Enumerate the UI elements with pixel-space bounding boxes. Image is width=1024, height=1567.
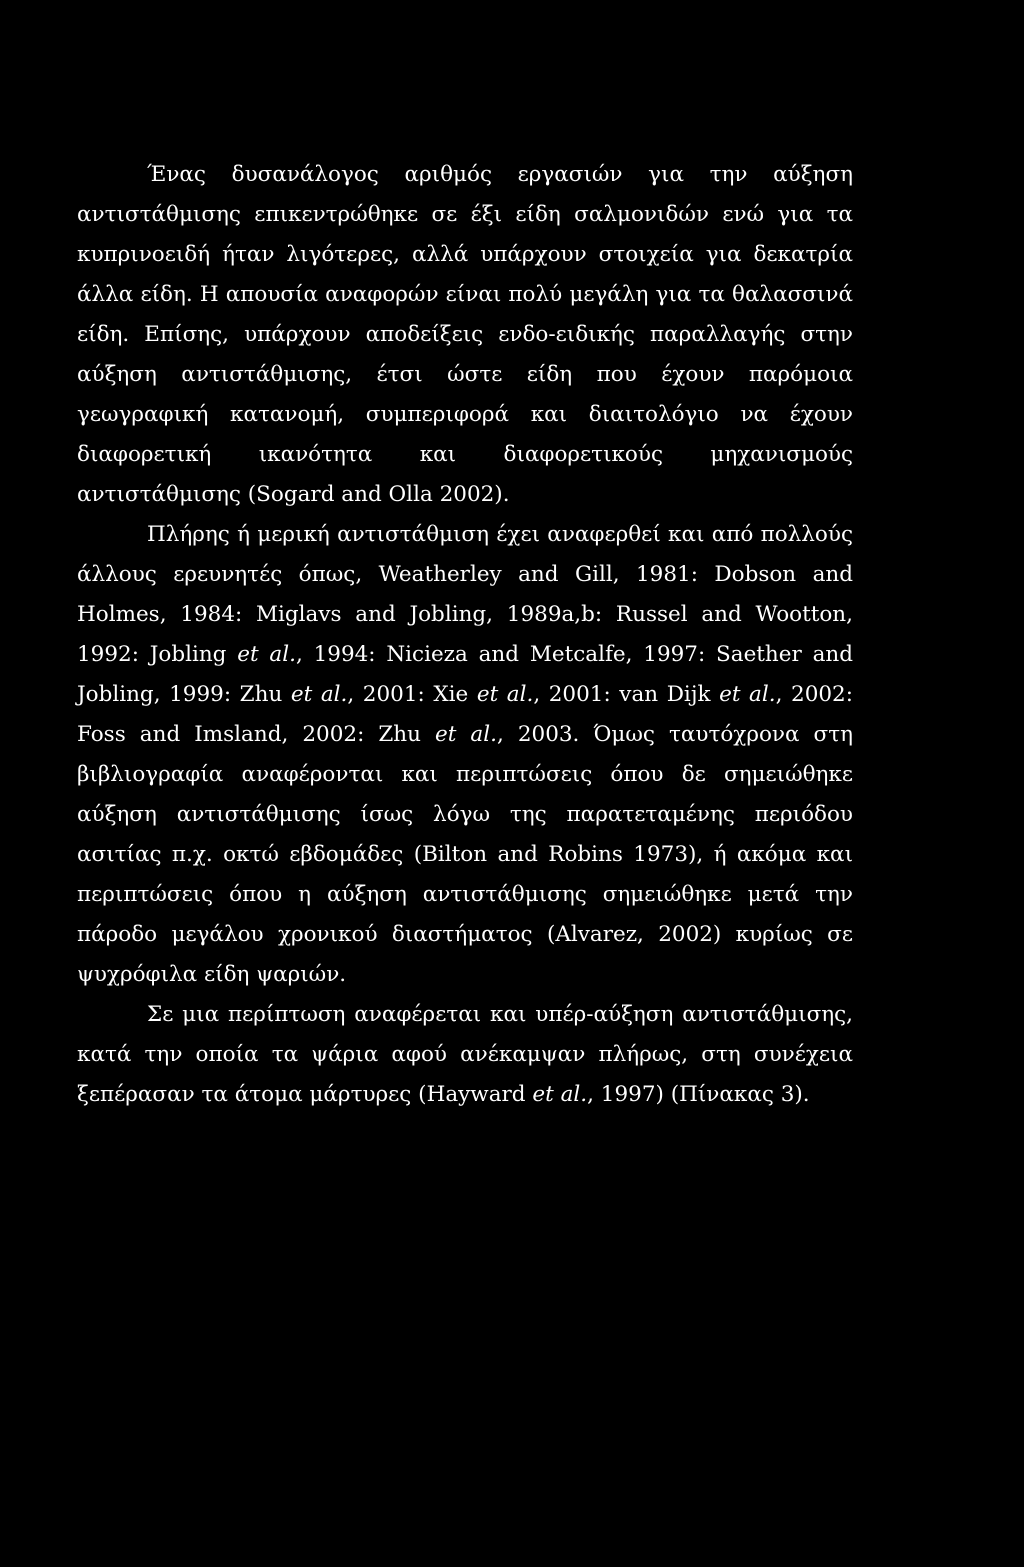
paragraph-1 [77, 155, 853, 515]
paragraph-3 [77, 995, 853, 1115]
paragraph-2 [77, 515, 853, 995]
italic-text-run: et al. [435, 722, 497, 747]
italic-text-run: et al. [532, 1082, 588, 1107]
italic-text-run: et al. [237, 642, 296, 667]
text-run: , 1997) (Πίνακας 3). [587, 1082, 810, 1107]
text-run: , 2001: Xie [347, 682, 477, 707]
italic-text-run: et al. [719, 682, 776, 707]
text-run: , 1994: Nicieza and Metcalfe, 1997: Saether and Jobling, 1999: Zhu [77, 642, 854, 707]
text-run: , 2003. Όμως ταυτόχρονα στη βιβλιογραφία αναφέρονται και περιπτώσεις όπου δε σημειώθηκε αύξηση αντιστάθμισης ίσως λόγω της παρατεταμένης περιόδου ασιτίας π.χ. οκτώ εβδομάδες (Bilton and Robins 1973), ή ακόμα και περιπτώσεις όπου η αύξηση αντιστάθμισης σημειώθηκε μετά την πάροδο μεγάλου χρονικού διαστήματος (Alvarez, 2002) κυρίως σε ψυχρόφιλα είδη ψαριών. [77, 722, 853, 987]
italic-text-run: et al. [476, 682, 534, 707]
italic-text-run: et al. [290, 682, 348, 707]
text-run: Ένας δυσανάλογος αριθμός εργασιών για την αύξηση αντιστάθμισης επικεντρώθηκε σε έξι είδη σαλμονιδών ενώ για τα κυπρινοειδή ήταν λιγότερες, αλλά υπάρχουν στοιχεία για δεκατρία άλλα είδη. Η απουσία αναφορών είναι πολύ μεγάλη για τα θαλασσινά είδη. Επίσης, υπάρχουν αποδείξεις ενδο-ειδικής παραλλαγής στην αύξηση αντιστάθμισης, έτσι ώστε είδη που έχουν παρόμοια γεωγραφική κατανομή, συμπεριφορά και διαιτολόγιο να έχουν διαφορετική ικανότητα και διαφορετικούς μηχανισμούς αντιστάθμισης (Sogard and Olla 2002). [77, 162, 853, 507]
text-run: , 2002: Foss and Imsland, 2002: Zhu [77, 682, 853, 747]
text-run: Σε μια περίπτωση αναφέρεται και υπέρ-αύξηση αντιστάθμισης, κατά την οποία τα ψάρια αφού ανέκαμψαν πλήρως, στη συνέχεια ξεπέρασαν τα άτομα μάρτυρες (Hayward [77, 1002, 853, 1107]
text-run: , 2001: van Dijk [533, 682, 720, 707]
body-text [77, 155, 853, 1115]
text-run: Πλήρης ή μερική αντιστάθμιση έχει αναφερθεί και από πολλούς άλλους ερευνητές όπως, Weatherley and Gill, 1981: Dobson and Holmes, 1984: Miglavs and Jobling, 1989a,b: Russel and Wootton, 1992: Jobling [77, 522, 853, 667]
